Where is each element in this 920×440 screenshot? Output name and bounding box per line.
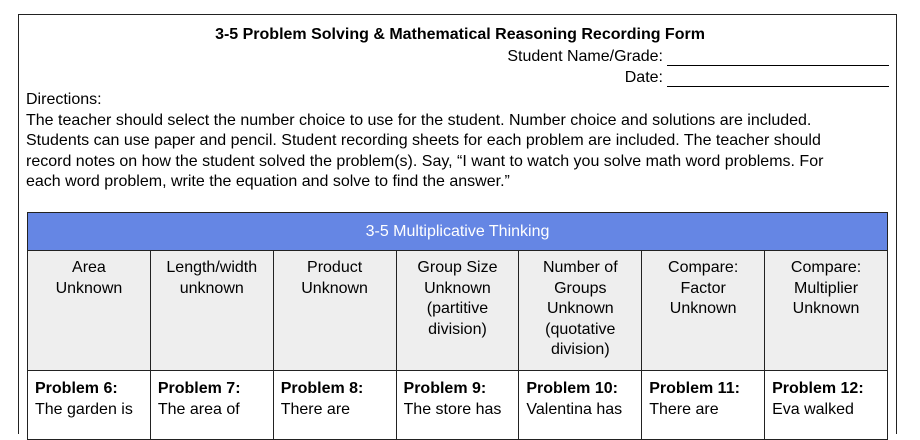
directions xyxy=(26,90,886,193)
category-header: Compare: Factor Unknown xyxy=(642,251,765,371)
student-name-field[interactable] xyxy=(507,48,889,66)
directions-line: Students can use paper and pencil. Student recording sheets for each problem are included. The teacher should xyxy=(26,132,821,150)
problem-cell: Problem 9: The store has xyxy=(396,371,519,440)
problem-cell: Problem 6: The garden is xyxy=(28,371,151,440)
section-title: 3-5 Multiplicative Thinking xyxy=(28,213,888,251)
category-header: Group Size Unknown (partitive division) xyxy=(396,251,519,371)
date-blank[interactable] xyxy=(667,70,889,87)
problem-cell: Problem 12: Eva walked xyxy=(765,371,888,440)
category-header: Product Unknown xyxy=(273,251,396,371)
directions-line: each word problem, write the equation and solve to find the answer.” xyxy=(26,173,510,191)
problem-cell: Problem 11: There are xyxy=(642,371,765,440)
category-header: Length/width unknown xyxy=(150,251,273,371)
problem-row xyxy=(28,371,888,440)
problem-cell: Problem 10: Valentina has xyxy=(519,371,642,440)
student-name-label: Student Name/Grade: xyxy=(507,48,663,65)
problem-cell: Problem 7: The area of xyxy=(150,371,273,440)
problem-cell: Problem 8: There are xyxy=(273,371,396,440)
directions-line: The teacher should select the number choice to use for the student. Number choice and solutions are included. xyxy=(26,111,812,129)
category-header: Number of Groups Unknown (quotative division) xyxy=(519,251,642,371)
date-label: Date: xyxy=(624,69,663,86)
category-header-row xyxy=(28,251,888,371)
student-name-blank[interactable] xyxy=(667,49,889,66)
directions-line: record notes on how the student solved the problem(s). Say, “I want to watch you solve math word problems. For xyxy=(26,152,824,170)
directions-heading: Directions: xyxy=(26,91,102,108)
category-header: Compare: Multiplier Unknown xyxy=(765,251,888,371)
form-title: 3-5 Problem Solving & Mathematical Reasoning Recording Form xyxy=(215,26,705,43)
category-header: Area Unknown xyxy=(28,251,151,371)
problem-table xyxy=(27,212,888,440)
date-field[interactable] xyxy=(625,69,889,87)
